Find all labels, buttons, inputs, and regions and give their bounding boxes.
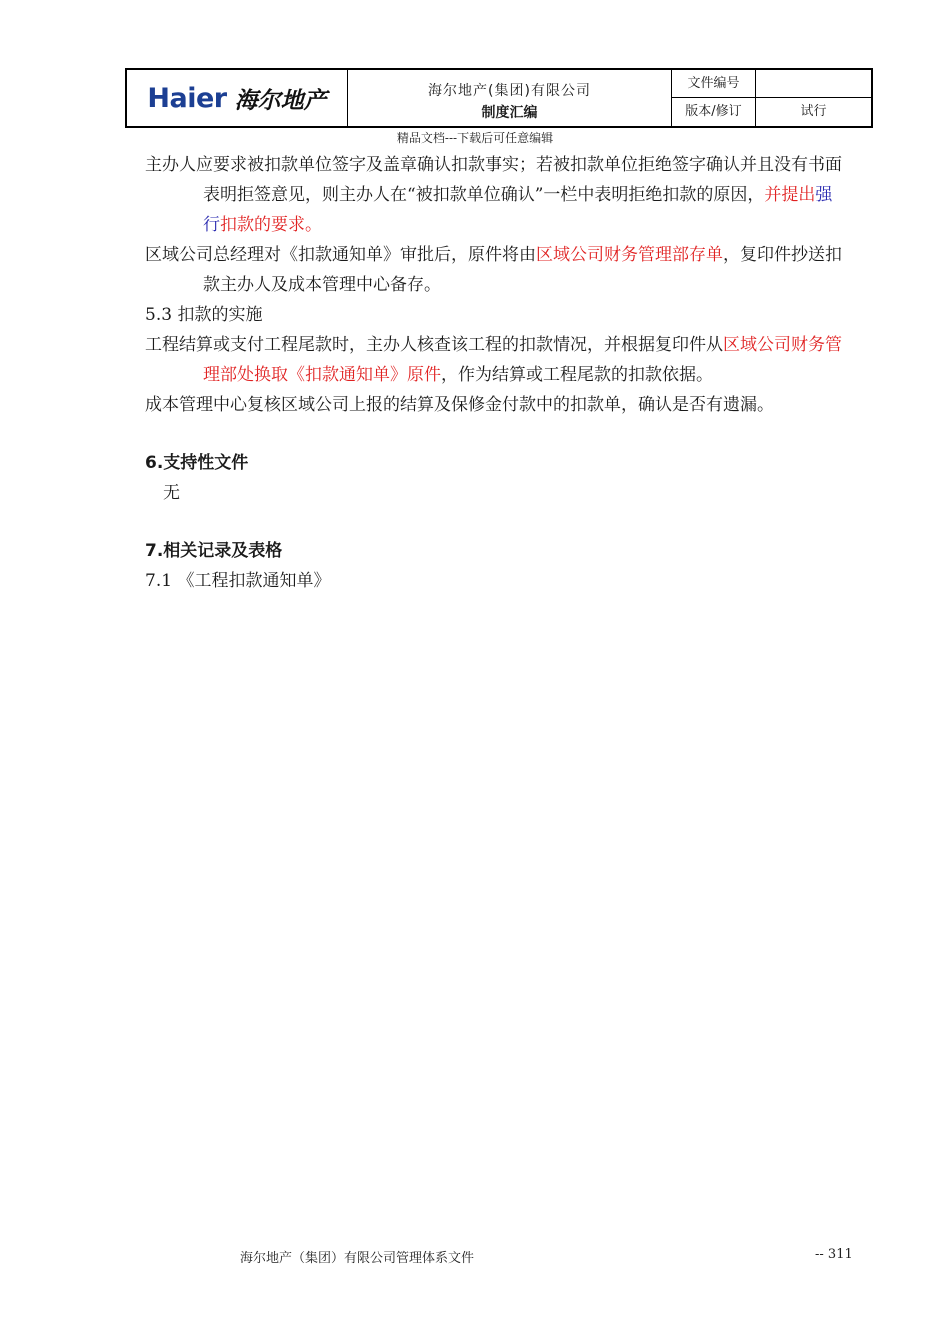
- highlight-red: 区域公司财务管理部处换取《扣款通知单》原件: [203, 335, 842, 385]
- doc-number-value: [756, 70, 871, 98]
- footer-company: 海尔地产（集团）有限公司管理体系文件: [240, 1251, 475, 1266]
- document-name: 制度汇编: [481, 105, 538, 121]
- text-run: 区域公司总经理对《扣款通知单》审批后，原件将由: [145, 245, 536, 265]
- paragraph-signature: [145, 150, 845, 240]
- header-title-cell: [348, 70, 672, 126]
- paragraph-settlement: [145, 330, 845, 390]
- highlight-red: 并提出: [764, 185, 816, 205]
- highlight-blue: 强行: [203, 185, 833, 235]
- doc-number-label: 文件编号: [672, 70, 756, 98]
- header-table: [125, 68, 873, 128]
- paragraph-approval: [145, 240, 845, 300]
- highlight-red: 区域公司财务管理部存单: [536, 245, 723, 265]
- logo: [127, 70, 348, 126]
- section-7-heading: 7.相关记录及表格: [145, 541, 283, 561]
- version-value: 试行: [800, 104, 827, 119]
- subsection-heading: 5.3 扣款的实施: [145, 305, 263, 325]
- page-number: -- 311: [815, 1247, 853, 1262]
- logo-haier-cn: 海尔地产: [234, 87, 327, 114]
- text-run: 工程结算或支付工程尾款时，主办人核查该工程的扣款情况，并根据复印件从: [145, 335, 723, 355]
- text-run: ，作为结算或工程尾款的扣款依据。: [441, 365, 713, 385]
- section-6-heading: 6.支持性文件: [145, 453, 249, 473]
- watermark-text: 精品文档---下载后可任意编辑: [396, 131, 554, 145]
- logo-haier: Haier: [147, 82, 227, 114]
- highlight-red: 扣款的要求。: [220, 215, 322, 235]
- text-run: 主办人应要求被扣款单位签字及盖章确认扣款事实；若被扣款单位拒绝签字确认并且没有书面表明拒签意见，则主办人在“被扣款单位确认”一栏中表明拒绝扣款的原因，: [145, 155, 842, 205]
- version-label: 版本/修订: [672, 98, 756, 126]
- paragraph-review: 成本管理中心复核区域公司上报的结算及保修金付款中的扣款单，确认是否有遗漏。: [145, 395, 774, 415]
- section-6-body: 无: [163, 483, 180, 503]
- text-run: ，复印件抄送扣款主办人及成本管理中心备存。: [203, 245, 842, 295]
- section-7-item: 7.1 《工程扣款通知单》: [145, 571, 331, 591]
- document-body: [145, 150, 845, 596]
- company-name: 海尔地产(集团)有限公司: [428, 83, 591, 99]
